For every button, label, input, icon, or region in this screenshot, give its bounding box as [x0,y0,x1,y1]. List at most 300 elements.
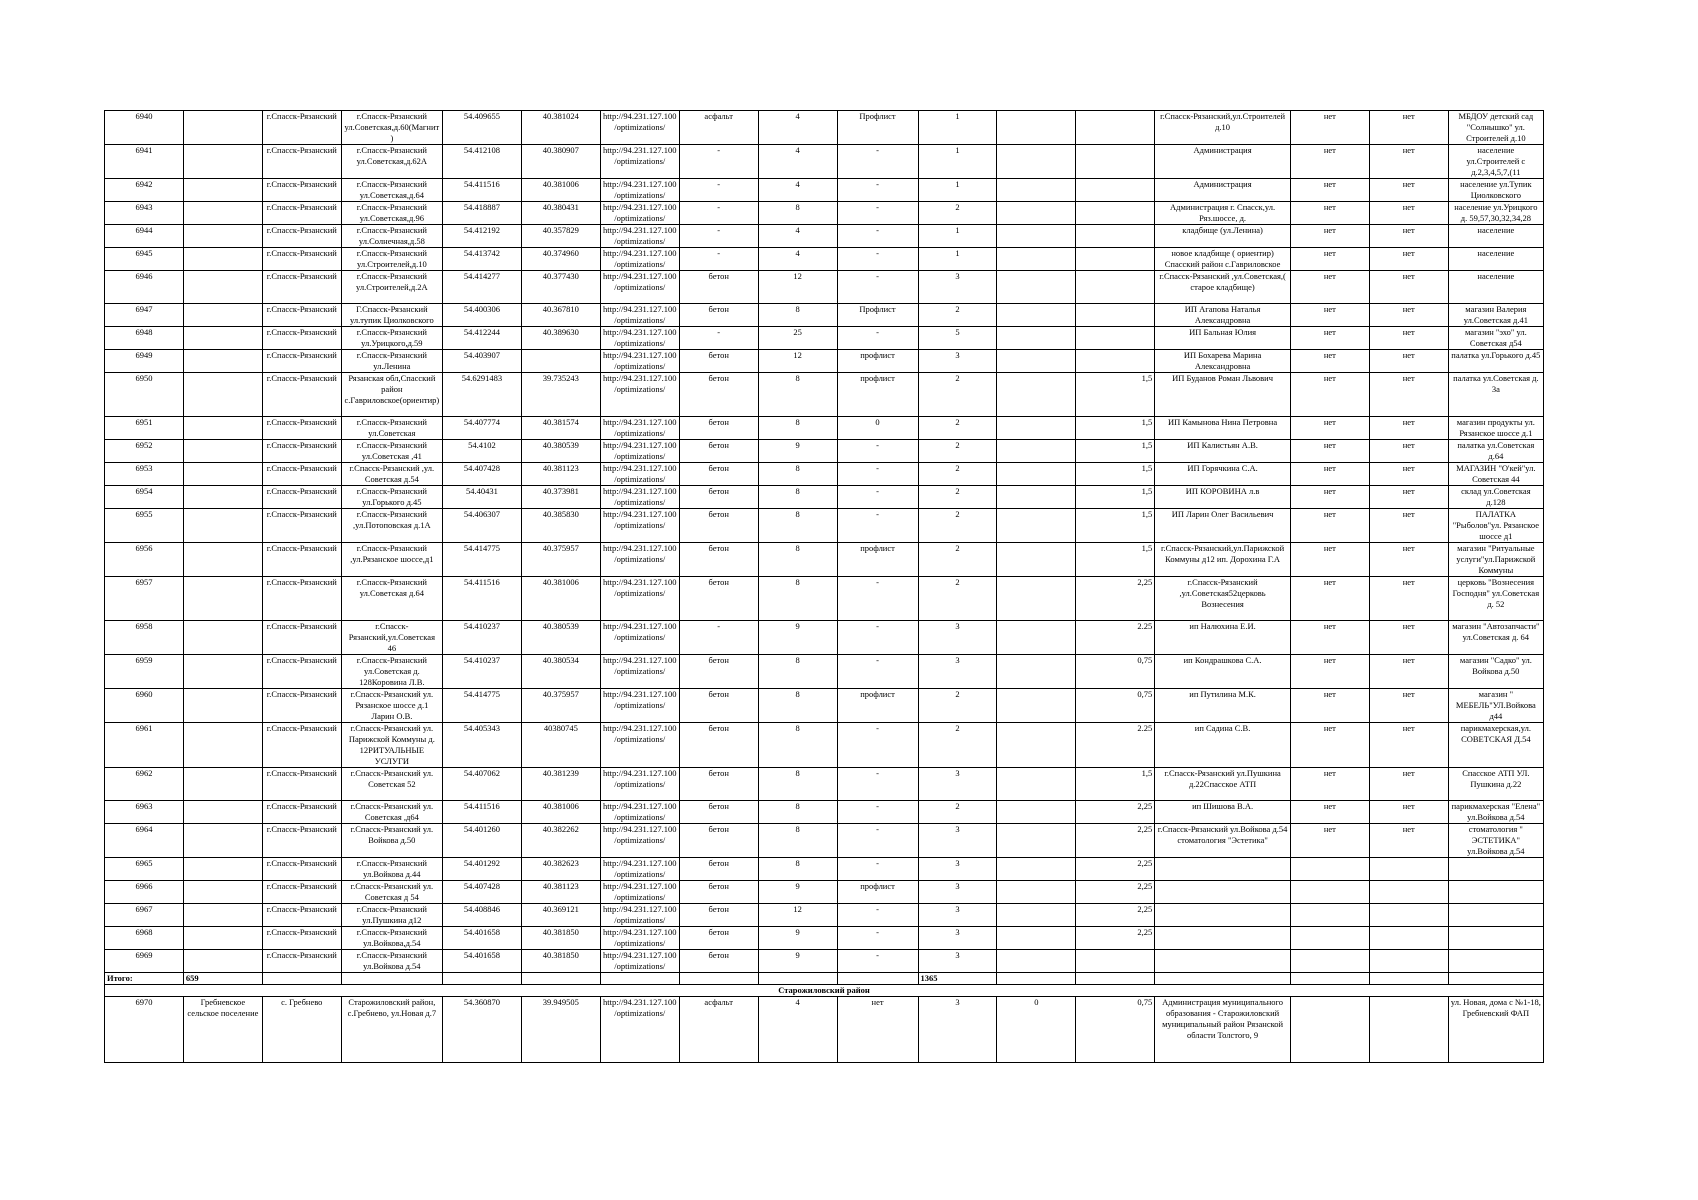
cell-v1: нет [1290,304,1369,327]
cell-lon: 39.735243 [521,373,600,417]
cell-c1 [997,621,1076,655]
cell-fence: профлист [837,543,918,577]
table-row [105,271,1544,304]
cell-owner [1155,927,1291,950]
cell-owner: ип Налюхина Е.И. [1155,621,1291,655]
cell-lat: 54.401658 [442,927,521,950]
cell-fence: - [837,248,918,271]
cell-locality: г.Спасск-Рязанский [262,543,341,577]
cell-c1 [997,655,1076,689]
cell-address: г.Спасск-Рязанский ул.Советская [341,417,442,440]
cell-id: 6950 [105,373,184,417]
cell-containers: 2 [918,543,997,577]
cell-v1: нет [1290,655,1369,689]
cell-address: г.Спасск-Рязанский ул.Советская д. 128Коровина Л.В. [341,655,442,689]
cell-id: 6968 [105,927,184,950]
cell-id: 6967 [105,904,184,927]
cell-served: склад ул.Советская д.128 [1448,486,1543,509]
total-row [105,973,1544,985]
cell-area: 25 [758,327,837,350]
cell-owner: Администрация муниципального образования - Старожиловский муниципальный район Рязанской области Толстого, 9 [1155,997,1291,1063]
cell-owner: г.Спасск-Рязанский ул.Войкова д.54 стоматология "Эстетика" [1155,824,1291,858]
cell-url: http://94.231.127.100/optimizations/ [600,327,679,350]
cell-surface: бетон [679,543,758,577]
cell-settlement [183,373,262,417]
cell-url: http://94.231.127.100/optimizations/ [600,225,679,248]
cell-fence: - [837,655,918,689]
cell-lat: 54.410237 [442,655,521,689]
cell-c2 [1076,950,1155,973]
cell-surface: бетон [679,689,758,723]
cell-lat: 54.406307 [442,509,521,543]
cell-area: 4 [758,225,837,248]
cell-lat: 54.403907 [442,350,521,373]
cell-settlement [183,509,262,543]
cell-settlement [183,858,262,881]
table-row [105,543,1544,577]
cell-v2: нет [1369,463,1448,486]
cell-area: 8 [758,463,837,486]
cell-lon: 40.357829 [521,225,600,248]
total-containers: 1365 [918,973,997,985]
cell-fence: профлист [837,881,918,904]
cell-surface: бетон [679,768,758,801]
cell-locality: г.Спасск-Рязанский [262,202,341,225]
cell-c1 [997,145,1076,179]
cell-url: http://94.231.127.100/optimizations/ [600,997,679,1063]
cell-url: http://94.231.127.100/optimizations/ [600,440,679,463]
cell-fence: нет [837,997,918,1063]
cell-url: http://94.231.127.100/optimizations/ [600,689,679,723]
cell-lon: 40.381006 [521,577,600,621]
cell-area: 8 [758,768,837,801]
cell-fence: - [837,858,918,881]
cell-surface: бетон [679,950,758,973]
cell-owner [1155,858,1291,881]
cell-containers: 2 [918,304,997,327]
cell-owner [1155,904,1291,927]
cell-settlement [183,440,262,463]
cell-fence: - [837,950,918,973]
cell-surface: - [679,145,758,179]
cell-surface: бетон [679,927,758,950]
cell-owner: г.Спасск-Рязанский,ул.Парижской Коммуны д12 ип. Дорохина Г.А [1155,543,1291,577]
cell-fence: - [837,824,918,858]
cell-surface: бетон [679,858,758,881]
cell-containers: 3 [918,997,997,1063]
cell-v1: нет [1290,509,1369,543]
cell-fence: - [837,486,918,509]
cell-url: http://94.231.127.100/optimizations/ [600,950,679,973]
cell-area: 8 [758,655,837,689]
table-row [105,417,1544,440]
cell-v2: нет [1369,304,1448,327]
cell-v2 [1369,881,1448,904]
cell-id: 6940 [105,111,184,145]
cell-v2: нет [1369,417,1448,440]
cell-area: 9 [758,440,837,463]
cell-url: http://94.231.127.100/optimizations/ [600,350,679,373]
cell-surface: асфальт [679,997,758,1063]
cell-surface: бетон [679,577,758,621]
cell-served: население ул.Тупик Циолковского [1448,179,1543,202]
cell-settlement [183,350,262,373]
cell-locality: г.Спасск-Рязанский [262,111,341,145]
table-row [105,486,1544,509]
cell-c2: 2,25 [1076,858,1155,881]
table-row [105,689,1544,723]
cell-v1: нет [1290,350,1369,373]
cell-surface: бетон [679,486,758,509]
cell-id: 6970 [105,997,184,1063]
table-row [105,111,1544,145]
cell-c1 [997,248,1076,271]
cell-c1 [997,271,1076,304]
cell-lat: 54.411516 [442,577,521,621]
cell-area: 8 [758,543,837,577]
cell-lat: 54.411516 [442,179,521,202]
cell-v1: нет [1290,689,1369,723]
cell-locality: г.Спасск-Рязанский [262,304,341,327]
cell-locality: с. Гребнево [262,997,341,1063]
cell-address: Рязанская обл,Спасский район с.Гавриловское(ориентир) [341,373,442,417]
cell-v2: нет [1369,373,1448,417]
cell-area: 8 [758,304,837,327]
cell-served: Спасское АТП УЛ. Пушкина д.22 [1448,768,1543,801]
total-cell [1290,973,1369,985]
cell-c1 [997,111,1076,145]
cell-surface: бетон [679,350,758,373]
cell-lon: 40.380539 [521,621,600,655]
table-row [105,723,1544,768]
cell-address: Старожиловский район, с.Гребнево, ул.Новая д.7 [341,997,442,1063]
cell-containers: 2 [918,463,997,486]
cell-v1 [1290,927,1369,950]
cell-locality: г.Спасск-Рязанский [262,577,341,621]
cell-url: http://94.231.127.100/optimizations/ [600,271,679,304]
cell-v2: нет [1369,509,1448,543]
cell-id: 6965 [105,858,184,881]
cell-area: 9 [758,881,837,904]
cell-url: http://94.231.127.100/optimizations/ [600,655,679,689]
table-row [105,801,1544,824]
cell-surface: асфальт [679,111,758,145]
cell-settlement [183,225,262,248]
cell-c2: 2,25 [1076,904,1155,927]
total-cell [1076,973,1155,985]
cell-c2 [1076,327,1155,350]
cell-lon: 40.380907 [521,145,600,179]
cell-surface: бетон [679,801,758,824]
cell-address: г.Спасск-Рязанский ул. Советская д 54 [341,881,442,904]
cell-settlement [183,271,262,304]
cell-area: 12 [758,271,837,304]
cell-settlement [183,543,262,577]
cell-containers: 3 [918,768,997,801]
cell-lon: 40.375957 [521,543,600,577]
cell-id: 6962 [105,768,184,801]
table-row [105,997,1544,1063]
cell-lat: 54.414277 [442,271,521,304]
cell-fence: профлист [837,689,918,723]
cell-lat: 54.411516 [442,801,521,824]
cell-settlement [183,577,262,621]
cell-settlement [183,801,262,824]
cell-settlement [183,248,262,271]
cell-id: 6942 [105,179,184,202]
cell-locality: г.Спасск-Рязанский [262,881,341,904]
cell-locality: г.Спасск-Рязанский [262,927,341,950]
cell-lon [521,350,600,373]
cell-lon: 40.382623 [521,858,600,881]
cell-v1: нет [1290,202,1369,225]
cell-served: стоматология " ЭСТЕТИКА" ул.Войкова д.54 [1448,824,1543,858]
cell-lat: 54.409655 [442,111,521,145]
cell-id: 6969 [105,950,184,973]
cell-id: 6960 [105,689,184,723]
cell-v2: нет [1369,271,1448,304]
cell-served: МБДОУ детский сад "Солнышко" ул. Строителей д.10 [1448,111,1543,145]
cell-served: магазин "Садко" ул. Войкова д.50 [1448,655,1543,689]
cell-address: г.Спасск-Рязанский ул.Строителей,д.2А [341,271,442,304]
cell-v2: нет [1369,486,1448,509]
cell-c1 [997,950,1076,973]
cell-address: г.Спасск-Рязанский ул. Парижской Коммуны д. 12РИТУАЛЬНЫЕ УСЛУГИ [341,723,442,768]
cell-address: г.Спасск-Рязанский ул. Советская ,д64 [341,801,442,824]
cell-c1 [997,824,1076,858]
table-row [105,904,1544,927]
cell-v1: нет [1290,271,1369,304]
cell-c1 [997,723,1076,768]
cell-area: 4 [758,179,837,202]
cell-lon: 40.369121 [521,904,600,927]
cell-id: 6941 [105,145,184,179]
cell-locality: г.Спасск-Рязанский [262,248,341,271]
district-title: Старожиловский район [105,985,1544,997]
cell-locality: г.Спасск-Рязанский [262,858,341,881]
cell-fence: - [837,768,918,801]
cell-url: http://94.231.127.100/optimizations/ [600,145,679,179]
cell-settlement [183,327,262,350]
cell-containers: 1 [918,225,997,248]
cell-v2: нет [1369,179,1448,202]
cell-area: 8 [758,858,837,881]
cell-c2: 1,5 [1076,768,1155,801]
cell-area: 9 [758,950,837,973]
cell-fence: 0 [837,417,918,440]
cell-area: 4 [758,997,837,1063]
cell-url: http://94.231.127.100/optimizations/ [600,824,679,858]
cell-lon: 40.381006 [521,801,600,824]
cell-containers: 2 [918,202,997,225]
cell-owner: ИП Буданов Роман Львович [1155,373,1291,417]
cell-owner: г.Спасск-Рязанский ,ул.Советская52церковь Вознесения [1155,577,1291,621]
cell-area: 4 [758,145,837,179]
table-row [105,327,1544,350]
cell-owner [1155,881,1291,904]
cell-c1 [997,543,1076,577]
cell-lat: 54.418887 [442,202,521,225]
cell-surface: бетон [679,881,758,904]
cell-c1 [997,904,1076,927]
cell-c1 [997,927,1076,950]
cell-served [1448,858,1543,881]
cell-area: 8 [758,824,837,858]
cell-v2: нет [1369,577,1448,621]
cell-lat: 54.405343 [442,723,521,768]
cell-c2: 1,5 [1076,543,1155,577]
cell-c2: 1,5 [1076,463,1155,486]
table-row [105,350,1544,373]
cell-served: население [1448,225,1543,248]
cell-served [1448,881,1543,904]
cell-locality: г.Спасск-Рязанский [262,801,341,824]
cell-c1 [997,225,1076,248]
cell-v1: нет [1290,225,1369,248]
cell-locality: г.Спасск-Рязанский [262,440,341,463]
total-cell [600,973,679,985]
cell-containers: 1 [918,179,997,202]
cell-url: http://94.231.127.100/optimizations/ [600,509,679,543]
total-cell [837,973,918,985]
cell-surface: бетон [679,824,758,858]
cell-surface: - [679,202,758,225]
cell-url: http://94.231.127.100/optimizations/ [600,304,679,327]
cell-locality: г.Спасск-Рязанский [262,655,341,689]
cell-c1 [997,417,1076,440]
cell-c1 [997,881,1076,904]
cell-settlement [183,881,262,904]
cell-owner: кладбище (ул.Ленина) [1155,225,1291,248]
table-row [105,927,1544,950]
cell-owner: ип Кондрашкова С.А. [1155,655,1291,689]
cell-v1: нет [1290,440,1369,463]
cell-containers: 3 [918,271,997,304]
cell-owner: Администрация г. Спасск,ул. Ряз.шоссе, д. [1155,202,1291,225]
cell-id: 6955 [105,509,184,543]
cell-v2 [1369,997,1448,1063]
cell-c2: 2.25 [1076,621,1155,655]
total-cell [758,973,837,985]
cell-lat: 54.6291483 [442,373,521,417]
cell-c2: 0,75 [1076,655,1155,689]
table-row [105,179,1544,202]
cell-containers: 2 [918,577,997,621]
cell-locality: г.Спасск-Рязанский [262,145,341,179]
cell-v1: нет [1290,723,1369,768]
cell-served: магазин "Автозапчасти" ул.Советская д. 64 [1448,621,1543,655]
cell-id: 6957 [105,577,184,621]
cell-owner: ИП Бохарева Марина Александровна [1155,350,1291,373]
cell-v1: нет [1290,179,1369,202]
cell-area: 8 [758,202,837,225]
cell-locality: г.Спасск-Рязанский [262,723,341,768]
cell-owner: новое кладбище ( ориентир) Спасский район с.Гавриловское [1155,248,1291,271]
table-row [105,463,1544,486]
cell-v1: нет [1290,801,1369,824]
table-row [105,655,1544,689]
table-row [105,858,1544,881]
cell-locality: г.Спасск-Рязанский [262,689,341,723]
cell-owner: ИП Горячкина С.А. [1155,463,1291,486]
district-row [105,985,1544,997]
cell-v1 [1290,858,1369,881]
cell-served: МАГАЗИН "О'кей"ул. Советская 44 [1448,463,1543,486]
cell-address: г.Спасск-Рязанский ул. Войкова д.50 [341,824,442,858]
cell-address: г.Спасск-Рязанский ул. Советская 52 [341,768,442,801]
cell-served: магазин Валерия ул.Советская д.41 [1448,304,1543,327]
cell-containers: 2 [918,373,997,417]
cell-c1 [997,440,1076,463]
cell-containers: 2 [918,509,997,543]
cell-url: http://94.231.127.100/optimizations/ [600,202,679,225]
cell-v1: нет [1290,373,1369,417]
cell-served: магазин продукты ул. Рязанское шоссе д.1 [1448,417,1543,440]
cell-c2 [1076,225,1155,248]
cell-fence: - [837,463,918,486]
cell-locality: г.Спасск-Рязанский [262,327,341,350]
cell-lat: 54.407062 [442,768,521,801]
cell-v2: нет [1369,543,1448,577]
total-cell [679,973,758,985]
cell-containers: 3 [918,927,997,950]
cell-served: ПАЛАТКА "Рыболов"ул. Рязанское шоссе д1 [1448,509,1543,543]
cell-lat: 54.360870 [442,997,521,1063]
cell-lat: 54.414775 [442,689,521,723]
cell-area: 4 [758,248,837,271]
cell-v1 [1290,904,1369,927]
cell-address: г.Спасск-Рязанский ул.Строителей,д.10 [341,248,442,271]
cell-area: 8 [758,486,837,509]
cell-locality: г.Спасск-Рязанский [262,417,341,440]
cell-settlement [183,179,262,202]
cell-area: 8 [758,801,837,824]
cell-lon: 40.367810 [521,304,600,327]
cell-address: г.Спасск-Рязанский ул.Советская,д.96 [341,202,442,225]
cell-containers: 3 [918,655,997,689]
cell-lat: 54.400306 [442,304,521,327]
cell-v2: нет [1369,689,1448,723]
cell-c2: 1,5 [1076,509,1155,543]
cell-area: 4 [758,111,837,145]
cell-v2: нет [1369,655,1448,689]
cell-v1: нет [1290,824,1369,858]
cell-locality: г.Спасск-Рязанский [262,350,341,373]
cell-owner: ип Садина С.В. [1155,723,1291,768]
table-row [105,824,1544,858]
cell-id: 6953 [105,463,184,486]
cell-surface: - [679,621,758,655]
cell-lon: 40.377430 [521,271,600,304]
cell-address: г.Спасск-Рязанский ,ул.Рязанское шоссе,д1 [341,543,442,577]
cell-surface: бетон [679,904,758,927]
cell-fence: - [837,801,918,824]
cell-containers: 2 [918,486,997,509]
cell-address: г.Спасск-Рязанский ул.Советская,д.64 [341,179,442,202]
cell-c1 [997,689,1076,723]
cell-owner: г.Спасск-Рязанский,ул.Строителей д.10 [1155,111,1291,145]
cell-containers: 3 [918,824,997,858]
table-row [105,440,1544,463]
cell-surface: - [679,179,758,202]
cell-c2: 1,5 [1076,417,1155,440]
cell-address: г.Спасск-Рязанский ,ул.Потоповская д.1А [341,509,442,543]
table-row [105,225,1544,248]
cell-fence: - [837,271,918,304]
cell-v1: нет [1290,768,1369,801]
cell-id: 6963 [105,801,184,824]
cell-fence: - [837,225,918,248]
